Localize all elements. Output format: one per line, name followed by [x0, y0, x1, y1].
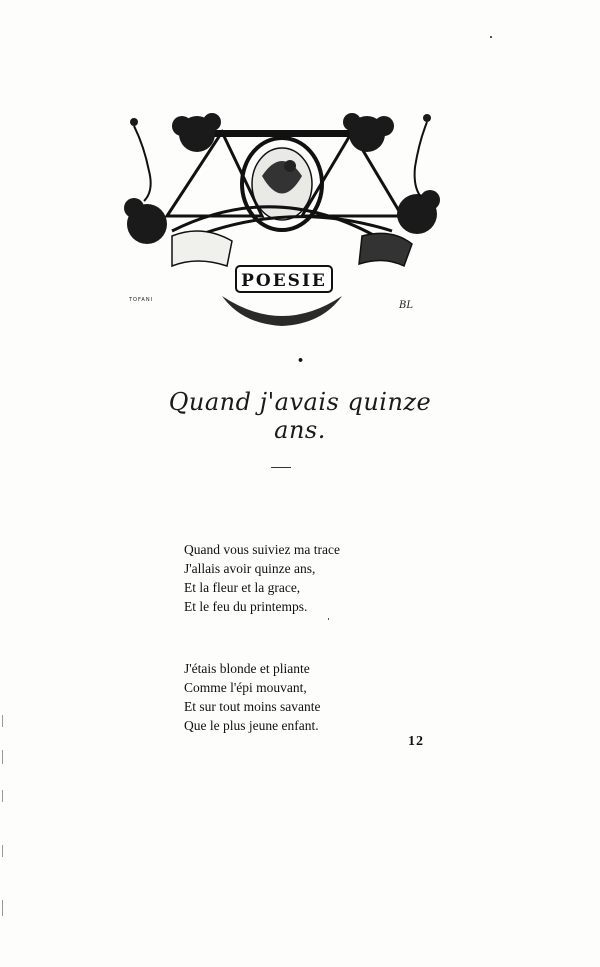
- edge-mark: [2, 900, 3, 916]
- stanza-2: [184, 659, 320, 735]
- title-divider: [271, 467, 291, 468]
- poem-line: Quand vous suiviez ma trace: [184, 542, 340, 557]
- page-number: 12: [408, 734, 424, 749]
- ornament-mark: •: [297, 354, 305, 367]
- poem-line: Que le plus jeune enfant.: [184, 718, 319, 733]
- engraver-monogram-right: BL: [399, 300, 413, 311]
- poem-line: Et sur tout moins savante: [184, 699, 321, 714]
- poem-line: Et le feu du printemps.: [184, 599, 308, 614]
- edge-mark: [2, 750, 3, 764]
- edge-mark: [2, 845, 3, 857]
- engraver-signature-left: TOFANI: [129, 297, 154, 303]
- poem-line: J'étais blonde et pliante: [184, 661, 310, 676]
- edge-mark: [2, 715, 3, 727]
- poem-line: J'allais avoir quinze ans,: [184, 561, 316, 576]
- poem-title: Quand j'avais quinze ans.: [168, 388, 432, 444]
- poem-line: Comme l'épi mouvant,: [184, 680, 307, 695]
- vignette-banner-word: POESIE: [241, 271, 327, 291]
- poem-line: Et la fleur et la grace,: [184, 580, 301, 595]
- print-speck: [328, 618, 329, 620]
- ornamental-vignette: [112, 96, 450, 334]
- print-speck: [490, 36, 492, 38]
- edge-mark: [2, 790, 3, 802]
- stanza-1: [184, 540, 340, 616]
